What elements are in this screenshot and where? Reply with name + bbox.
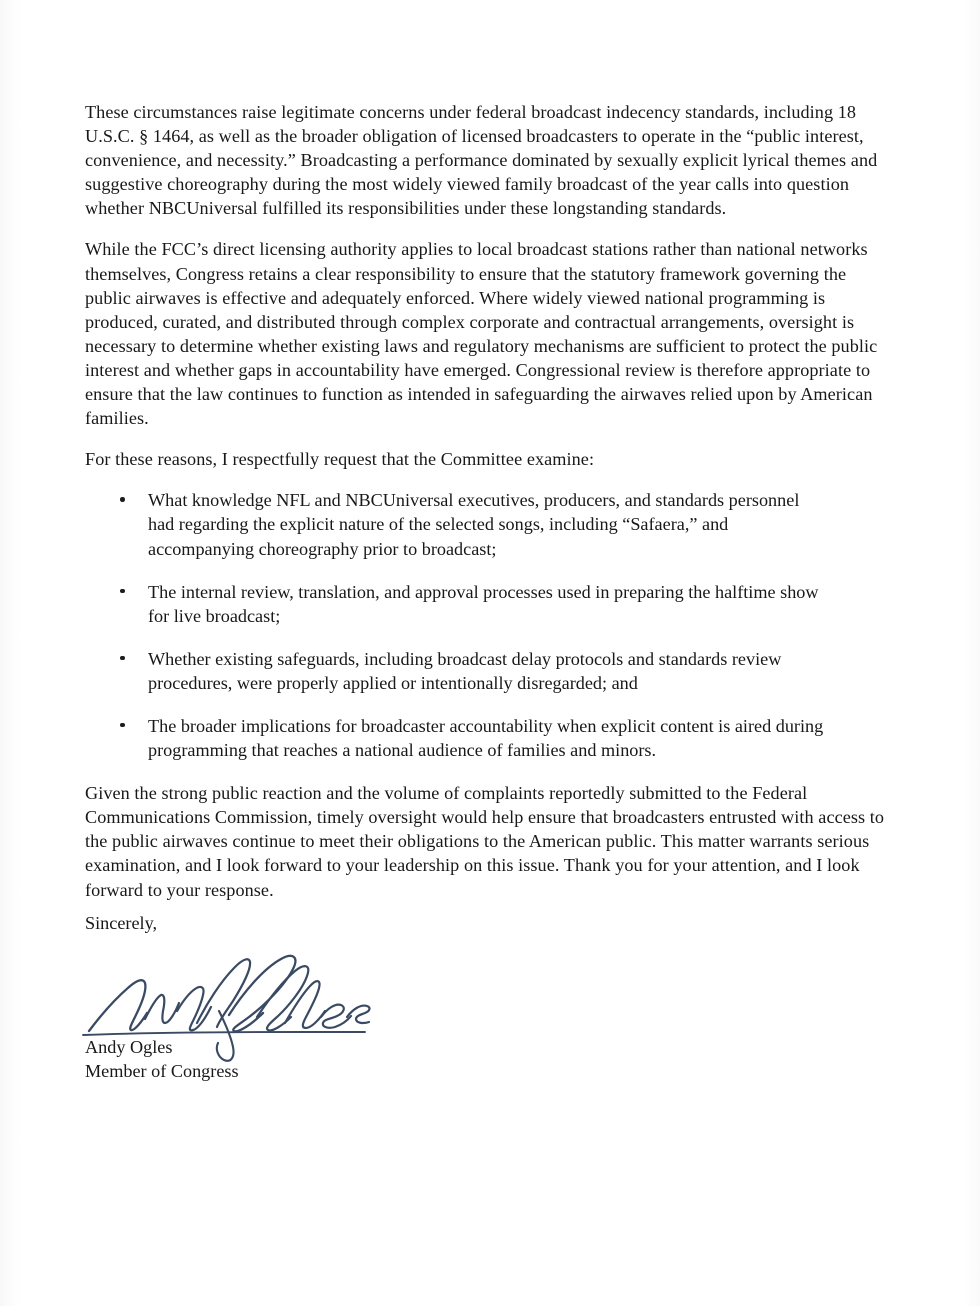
signer-title: Member of Congress	[85, 1061, 239, 1082]
signature-area	[85, 949, 605, 1035]
list-item	[85, 647, 827, 695]
list-item-text: The internal review, translation, and approval processes used in preparing the halftime show for live broadcast;	[148, 581, 819, 626]
bullet-dot-icon	[120, 656, 125, 661]
list-item	[85, 580, 827, 628]
list-item	[85, 714, 827, 762]
signature-image	[79, 949, 409, 1035]
signature-block	[85, 911, 605, 1083]
request-items-list	[85, 488, 890, 762]
paragraph-fcc-authority: While the FCC’s direct licensing authority applies to local broadcast stations rather than national networks themselves, Congress retains a clear responsibility to ensure that the statutory framework governing the public airwaves is effective and adequately enforced. Where widely viewed national programming is produced, curated, and distributed through complex corporate and contractual arrangements, oversight is necessary to determine whether existing laws and regulatory mechanisms are sufficient to protect the public interest and whether gaps in accountability have emerged. Congressional review is therefore appropriate to ensure that the law continues to function as intended in safeguarding the airwaves relied upon by American families.	[85, 239, 878, 429]
paragraph-indecency-standards: These circumstances raise legitimate concerns under federal broadcast indecency standards, including 18 U.S.C. § 1464, as well as the broader obligation of licensed broadcasters to operate in the “public interest, convenience, and necessity.” Broadcasting a performance dominated by sexually explicit lyrical themes and suggestive choreography during the most widely viewed family broadcast of the year calls into question whether NBCUniversal fulfilled its responsibilities under these longstanding standards.	[85, 102, 878, 219]
bullet-dot-icon	[120, 497, 125, 502]
bullet-dot-icon	[120, 589, 125, 594]
list-item	[85, 488, 827, 560]
list-item-text: Whether existing safeguards, including broadcast delay protocols and standards review procedures, were properly applied or intentionally disregarded; and	[148, 648, 782, 693]
page-edge-shading-right	[964, 0, 980, 1306]
page-edge-shading-left	[0, 0, 22, 1306]
bullet-dot-icon	[120, 723, 125, 728]
paragraph-closing-request: Given the strong public reaction and the volume of complaints reportedly submitted to the Federal Communications Commission, timely oversight would help ensure that broadcasters entrusted with access to the public airwaves continue to meet their obligations to the American public. This matter warrants serious examination, and I look forward to your leadership on this issue. Thank you for your attention, and I look forward to your response.	[85, 783, 885, 900]
list-item-text: The broader implications for broadcaster accountability when explicit content is aired during programming that reaches a national audience of families and minors.	[148, 715, 824, 761]
letter-body	[85, 100, 890, 919]
paragraph-request-intro: For these reasons, I respectfully request that the Committee examine:	[85, 449, 595, 470]
valediction: Sincerely,	[85, 913, 158, 933]
list-item-text: What knowledge NFL and NBCUniversal executives, producers, and standards personnel had regarding the explicit nature of the selected songs, including “Safaera,” and accompanying choreography prior to broadcast;	[148, 490, 800, 559]
signer-name: Andy Ogles	[85, 1037, 173, 1058]
